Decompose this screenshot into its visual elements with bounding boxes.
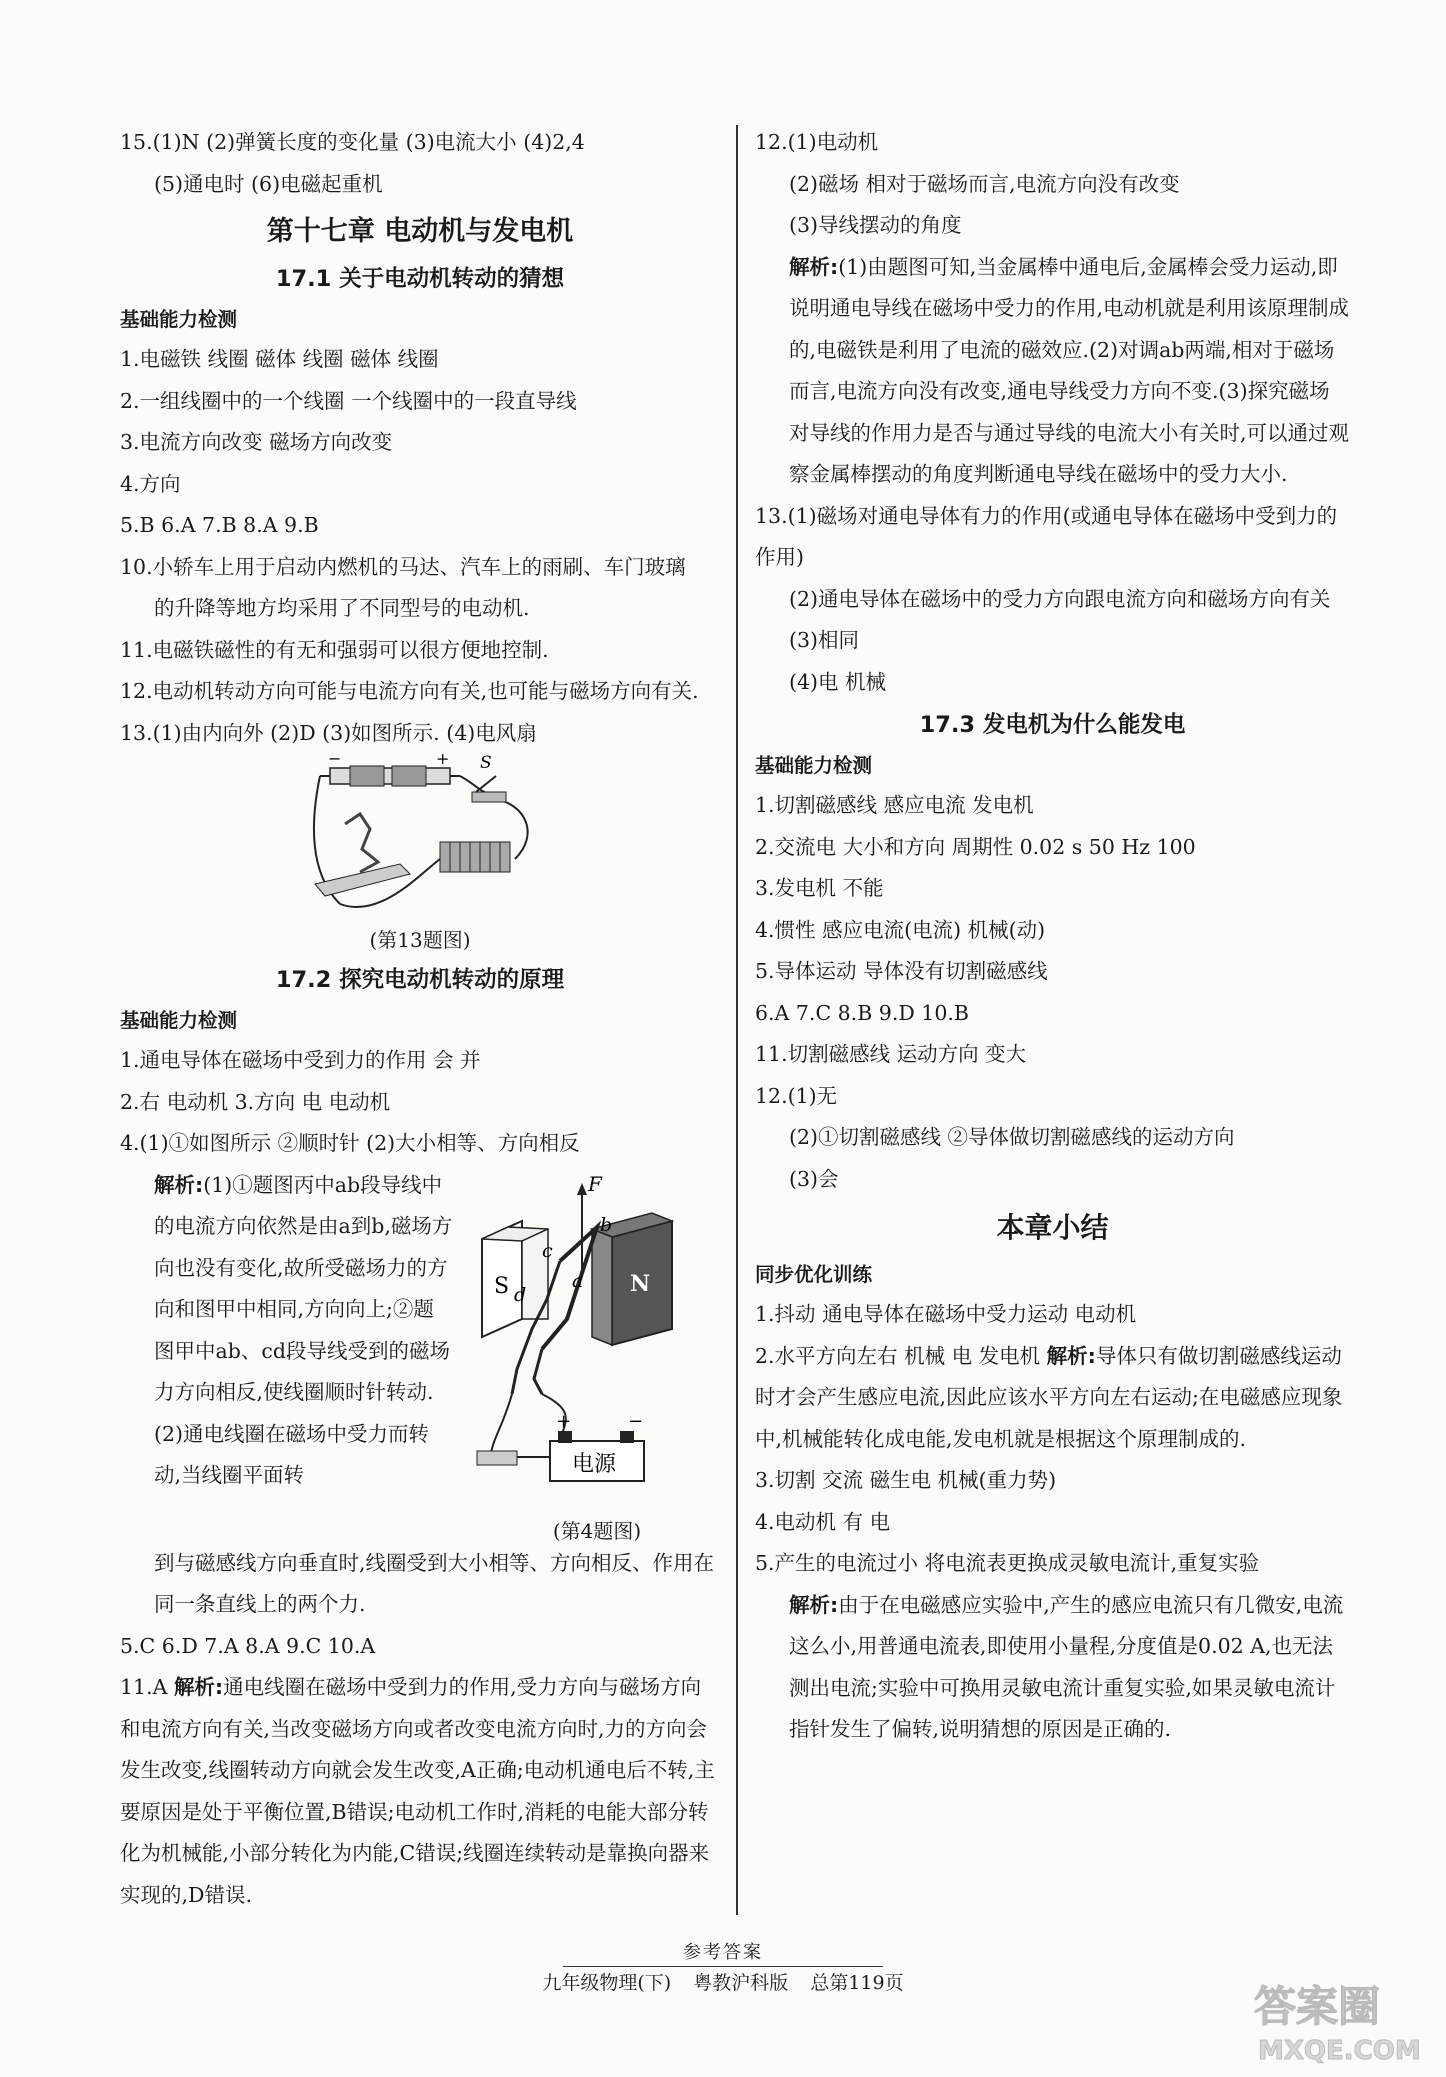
fig13-minus: − (328, 754, 342, 768)
right-column (755, 122, 1350, 1751)
answer-line: 1.电磁铁 线圈 磁体 线圈 磁体 线圈 (120, 347, 439, 371)
summary-q3: 3.切割 交流 磁生电 机械(重力势) (755, 1468, 1057, 1492)
summary-q5-analysis-text: 由于在电磁感应实验中,产生的感应电流只有几微安,电流这么小,用普通电流表,即使用小量程,分度值是0.02 A,也无法测出电流;实验中可换用灵敏电流计重复实验,如果灵敏电流计指针发生了偏转,说明猜想的原因是正确的. (789, 1592, 1344, 1741)
page-footer (0, 1940, 1446, 1999)
q13-2: (2)通电导体在磁场中的受力方向跟电流方向和磁场方向有关 (789, 586, 1331, 611)
footer-edition: 粤教沪科版 (693, 1972, 789, 1994)
q15-line2: (5)通电时 (6)电磁起重机 (154, 171, 383, 196)
q5-10-line: 5.C 6.D 7.A 8.A 9.C 10.A (120, 1633, 376, 1658)
q4-analysis-cont: 到与磁感线方向垂直时,线圈受到大小相等、方向相反、作用在同一条直线上的两个力. (154, 1550, 715, 1616)
answer-line: 12.(1)电动机 (755, 130, 879, 154)
answer-line: 1.通电导体在磁场中受到力的作用 会 并 (120, 1048, 481, 1072)
answer-line: 12.(1)无 (755, 1083, 838, 1108)
answer-line: 4.惯性 感应电流(电流) 机械(动) (755, 917, 1046, 942)
q12-analysis (755, 247, 1350, 496)
fig4-N-label: N (630, 1270, 651, 1297)
column-divider (736, 125, 738, 1915)
footer-page-number: 总第119页 (810, 1972, 904, 1994)
watermark-logo (1248, 1969, 1428, 2069)
analysis-label: 解析: (789, 254, 839, 279)
summary-q5-analysis (755, 1585, 1350, 1751)
answer-line: 3.发电机 不能 (755, 876, 884, 900)
answer-line: (3)会 (789, 1166, 839, 1191)
q12-analysis-text: (1)由题图可知,当金属棒中通电后,金属棒会受力运动,即说明通电导线在磁场中受力的作用,电动机就是利用该原理制成的,电磁铁是利用了电流的磁效应.(2)对调ab两端,相对于磁场而言,电流方向没有改变,通电导线受力方向不变.(3)探究磁场对导线的作用力是否与通过导线的电流大小有关时,可以通过观察金属棒摆动的角度判断通电导线在磁场中的受力大小. (789, 254, 1350, 486)
answer-line: 2.交流电 大小和方向 周期性 0.02 s 50 Hz 100 (755, 834, 1196, 859)
section-17-3-title: 17.3 发电机为什么能发电 (919, 712, 1186, 738)
q4-analysis-block (120, 1165, 720, 1543)
q11-analysis-text: 通电线圈在磁场中受到力的作用,受力方向与磁场方向和电流方向有关,当改变磁场方向或者改变电流方向时,力的方向会发生改变,线圈转动方向就会发生改变,A正确;电动机通电后不转,主要原因是处于平衡位置,B错误;电动机工作时,消耗的电能大部分转化为机械能,小部分转化为内能,C错误;线圈连续转动是靠换向器来实现的,D错误. (120, 1675, 715, 1907)
fig4-d-label: d (514, 1283, 527, 1306)
figure-4 (472, 1169, 722, 1543)
answer-line: 2.右 电动机 3.方向 电 电动机 (120, 1089, 391, 1114)
section-17-3-subtitle: 基础能力检测 (755, 754, 873, 777)
answer-line: 11.切割磁感线 运动方向 变大 (755, 1042, 1027, 1066)
answer-line: (2)①切割磁感线 ②导体做切割磁感线的运动方向 (789, 1125, 1235, 1149)
summary-q5: 5.产生的电流过小 将电流表更换成灵敏电流计,重复实验 (755, 1551, 1260, 1575)
answer-line: 3.电流方向改变 磁场方向改变 (120, 430, 393, 454)
fig4-power-source: 电源 (572, 1451, 617, 1477)
answer-line: 4.(1)①如图所示 ②顺时针 (2)大小相等、方向相反 (120, 1131, 580, 1155)
fig4-c-label: c (542, 1239, 553, 1262)
answer-line: 2.一组线圈中的一个线圈 一个线圈中的一段直导线 (120, 388, 577, 413)
analysis-label: 解析: (173, 1675, 224, 1699)
fig4-b-label: b (600, 1213, 613, 1236)
chapter-summary-title: 本章小结 (996, 1211, 1109, 1244)
answer-line: 5.B 6.A 7.B 8.A 9.B (120, 513, 319, 537)
q13-answer: 13.(1)磁场对通电导体有力的作用(或通电导体在磁场中受到力的作用) (755, 503, 1338, 569)
summary-q2-answer: 2.水平方向左右 机械 电 发电机 (755, 1343, 1047, 1368)
coil-in-magnet-figure (472, 1169, 722, 1509)
fig13-switch-label: S (480, 754, 492, 773)
fig13-plus: + (436, 754, 450, 768)
section-17-2-subtitle: 基础能力检测 (120, 1009, 238, 1032)
section-17-2-title: 17.2 探究电动机转动的原理 (275, 967, 565, 993)
q15-line1: 15.(1)N (2)弹簧长度的变化量 (3)电流大小 (4)2,4 (120, 130, 585, 154)
summary-q2-analysis: 导体只有做切割磁感线运动时才会产生感应电流,因此应该水平方向左右运动;在电磁感应现象中,机械能转化成电能,发电机就是根据这个原理制成的. (755, 1343, 1343, 1451)
figure-13-caption: (第13题图) (369, 928, 471, 952)
section-17-1-title: 17.1 关于电动机转动的猜想 (275, 266, 565, 292)
summary-q4: 4.电动机 有 电 (755, 1509, 891, 1534)
footer-info (0, 1967, 1446, 1999)
fig4-plus: + (556, 1410, 572, 1432)
summary-q2 (755, 1336, 1350, 1461)
analysis-label: 解析: (789, 1592, 839, 1617)
fig4-S-label: S (494, 1273, 510, 1299)
fig4-F-label: F (588, 1171, 602, 1196)
figure-13 (120, 754, 720, 922)
answer-line: (3)导线摆动的角度 (789, 213, 962, 237)
q4-analysis (154, 1165, 454, 1497)
left-column (120, 122, 720, 1916)
summary-q1: 1.抖动 通电导体在磁场中受力运动 电动机 (755, 1302, 1137, 1326)
q10-line1: 10.小轿车上用于启动内燃机的马达、汽车上的雨刷、车门玻璃 (120, 554, 686, 579)
q13-4: (4)电 机械 (789, 669, 887, 694)
watermark-url: MXQE.COM (1258, 2036, 1421, 2066)
analysis-label: 解析: (154, 1172, 204, 1197)
fig4-minus: − (628, 1410, 644, 1432)
answer-line: 4.方向 (120, 471, 181, 496)
section-17-1-subtitle: 基础能力检测 (120, 308, 238, 331)
watermark-text: 答案圈 (1254, 1982, 1381, 2031)
motor-circuit-figure (300, 754, 540, 922)
footer-title: 参考答案 (683, 1942, 763, 1963)
q13-line: 13.(1)由内向外 (2)D (3)如图所示. (4)电风扇 (120, 720, 537, 745)
chapter-title: 第十七章 电动机与发电机 (266, 216, 574, 247)
figure-4-caption: (第4题图) (552, 1518, 642, 1543)
analysis-label: 解析: (1046, 1343, 1096, 1368)
fig4-a-label: a (572, 1269, 584, 1292)
q13-3: (3)相同 (789, 628, 860, 652)
footer-grade: 九年级物理(下) (542, 1972, 672, 1994)
q12-line: 12.电动机转动方向可能与电流方向有关,也可能与磁场方向有关. (120, 679, 699, 703)
q10-line2: 的升降等地方均采用了不同型号的电动机. (154, 596, 530, 620)
q4-analysis-text: (1)①题图丙中ab段导线中的电流方向依然是由a到b,磁场方向也没有变化,故所受磁场力的方向和图甲中相同,方向向上;②题图甲中ab、cd段导线受到的磁场力方向相反,使线圈顺时针转动.(2)通电线圈在磁场中受力而转动,当线圈平面转 (154, 1172, 453, 1487)
q11-analysis (120, 1667, 720, 1916)
answer-line: 5.导体运动 导体没有切割磁感线 (755, 959, 1048, 983)
q11-answer: 11.A (120, 1675, 174, 1699)
answer-line: 6.A 7.C 8.B 9.D 10.B (755, 1000, 969, 1025)
answer-line: 1.切割磁感线 感应电流 发电机 (755, 793, 1034, 817)
answer-line: (2)磁场 相对于磁场而言,电流方向没有改变 (789, 171, 1180, 196)
q11-line: 11.电磁铁磁性的有无和强弱可以很方便地控制. (120, 637, 549, 662)
chapter-summary-subtitle: 同步优化训练 (755, 1263, 873, 1286)
